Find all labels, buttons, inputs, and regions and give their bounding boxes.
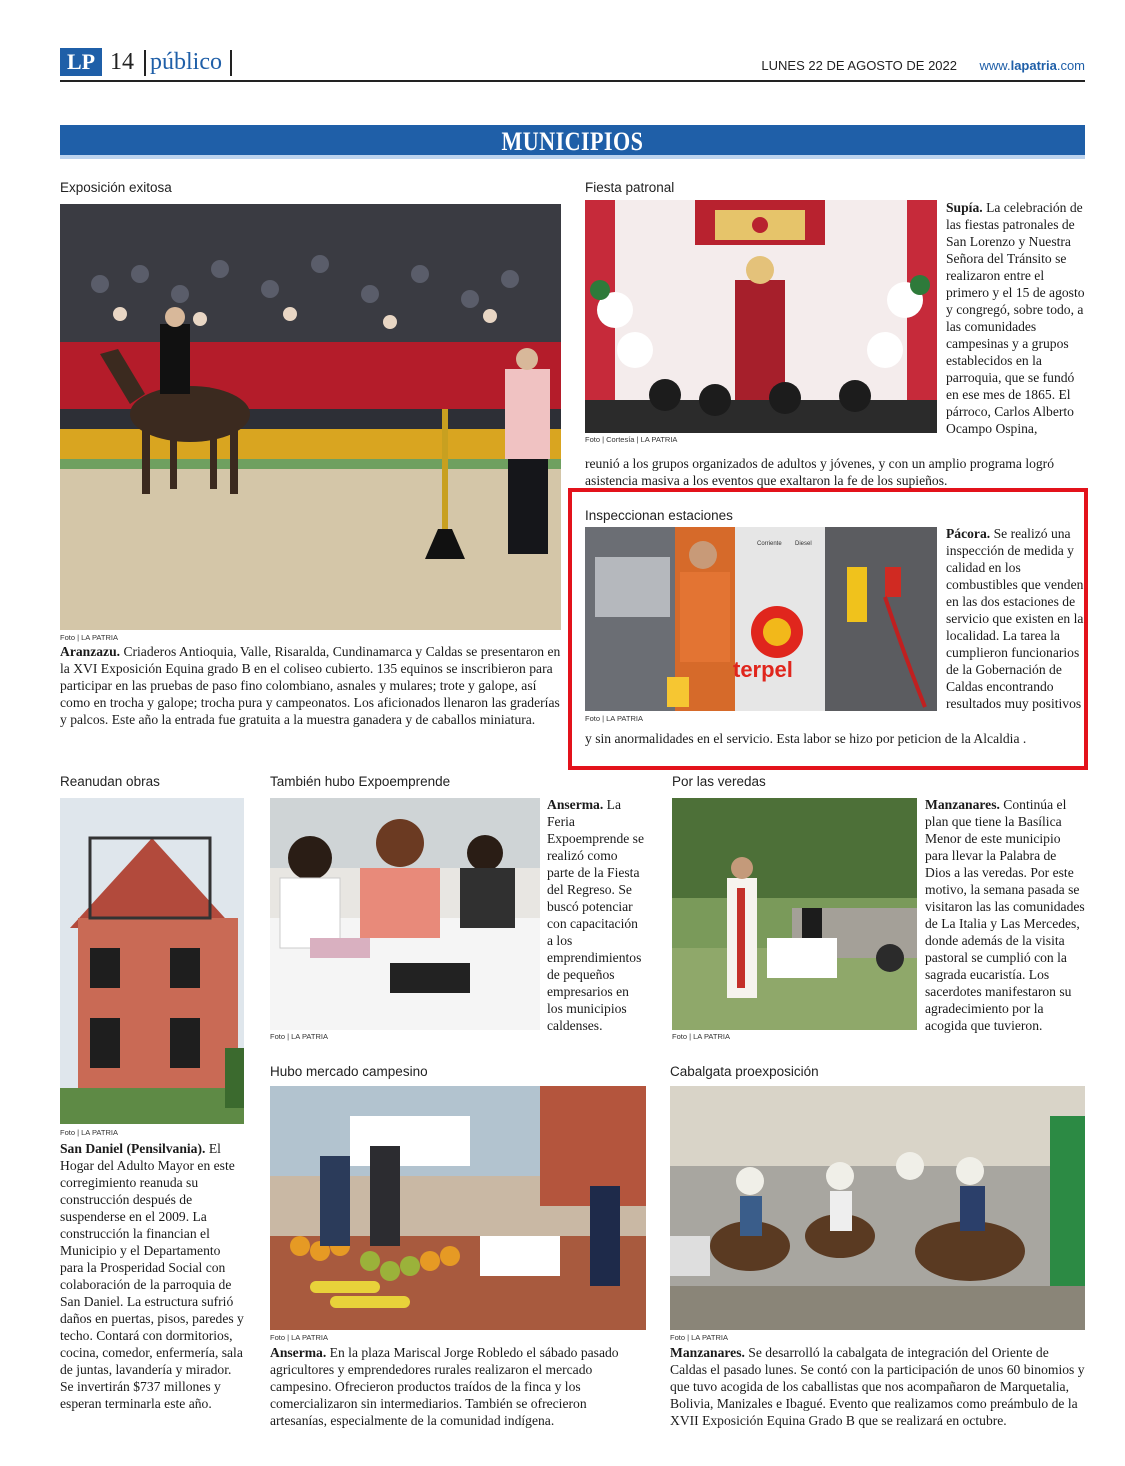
farmers-market-photo <box>270 1086 646 1330</box>
article-body <box>60 643 561 728</box>
rural-mass-photo <box>672 798 917 1030</box>
site-prefix: www. <box>979 58 1011 73</box>
gas-station-photo <box>585 527 937 711</box>
photo-credit: Foto | LA PATRIA <box>270 1032 328 1041</box>
site-name: lapatria <box>1010 58 1057 73</box>
photo-credit: Foto | LA PATRIA <box>585 714 643 723</box>
article-kicker: Exposición exitosa <box>60 180 172 195</box>
site-suffix: .com <box>1056 58 1085 73</box>
article-body-continued: y sin anormalidades en el servicio. Esta labor se hizo por peticion de la Alcaldia . <box>585 731 1027 746</box>
article-place: Manzanares. <box>925 797 1000 812</box>
photo-credit: Foto | Cortesía | LA PATRIA <box>585 435 678 444</box>
pump-label: Corriente <box>757 541 782 547</box>
article-kicker: Hubo mercado campesino <box>270 1064 428 1079</box>
pump-label: Diesel <box>795 541 812 547</box>
photo-credit: Foto | LA PATRIA <box>672 1032 730 1041</box>
article-place: Aranzazu. <box>60 644 121 659</box>
horse-parade-photo <box>670 1086 1085 1330</box>
building-construction-photo <box>60 798 244 1124</box>
page-number: 14 <box>110 49 134 75</box>
section-banner-title: MUNICIPIOS <box>501 127 644 156</box>
article-text: La celebración de las fiestas patronales de San Lorenzo y Nuestra Señora del Tránsito se realizaron entre el primero y el 15 de agosto y congregó, sobre todo, a las comunidades campesinas y a grupos establecidos en la parroquia, que se fundó en ese mes de 1865. El párroco, Carlos Alberto Ocampo Ospina, <box>946 200 1085 436</box>
article-place: Manzanares. <box>670 1345 745 1360</box>
article-body-continued: reunió a los grupos organizados de adultos y jóvenes, y con un amplio programa logró asistencia masiva a los eventos que exaltaron la fe de los supieños. <box>585 456 1055 488</box>
pump-brand-logo: terpel <box>733 657 793 682</box>
article-kicker: Fiesta patronal <box>585 180 675 195</box>
article-text: En la plaza Mariscal Jorge Robledo el sábado pasado agricultores y emprendedores rurales realizaron el mercado campesino. Ofrecieron productos traídos de la finca y los comercializaron sin intermediarios. También se ofrecieron artesanías, especialmente de la comunidad indígena. <box>270 1345 619 1428</box>
photo-credit: Foto | LA PATRIA <box>670 1333 728 1342</box>
photo-credit: Foto | LA PATRIA <box>270 1333 328 1342</box>
website-link[interactable] <box>980 58 1085 73</box>
article-text: Se desarrolló la cabalgata de integración del Oriente de Caldas el pasado lunes. Se contó con la participación de unos 60 binomios y que tuvo acogida de los caballistas que nos acompañaron de Marquetalia, Bolivia, Manizales e Ibagué. Evento que realizamos como preámbulo de la XVII Exposición Equina Grado B que se realizará en octubre. <box>670 1345 1085 1428</box>
section-banner <box>60 125 1085 159</box>
article-body <box>946 199 1086 437</box>
article-place: Anserma. <box>547 797 604 812</box>
header-divider <box>230 50 232 76</box>
article-place: Anserma. <box>270 1345 327 1360</box>
article-kicker: Reanudan obras <box>60 774 160 789</box>
article-kicker: Cabalgata proexposición <box>670 1064 819 1079</box>
article-text: Criaderos Antioquia, Valle, Risaralda, Cundinamarca y Caldas se presentaron en la XVI Exposición Equina grado B en el coliseo cubierto. 135 equinos se inscribieron para participar en las pruebas de paso fino colombiano, asnales y mulares; trote y galope, así como en trocha y galope; trocha pura y campeonatos. Los aficionados llenaron las graderías y palcos. Este año la entrada fue gratuita a la muestra ganadera y de caballos miniatura. <box>60 644 561 727</box>
article-place: Supía. <box>946 200 983 215</box>
section-name: público <box>150 49 222 75</box>
article-place: Pácora. <box>946 526 991 541</box>
article-body <box>547 796 647 1034</box>
issue-date: LUNES 22 DE AGOSTO DE 2022 <box>761 58 957 73</box>
article-text: Se realizó una inspección de medida y calidad en los combustibles que venden en las dos estaciones de servicio que existen en la localidad. La tarea la cumplieron funcionarios de la Gobernación de Caldas encontrando resultados muy positivos <box>946 526 1084 711</box>
photo-credit: Foto | LA PATRIA <box>60 633 118 642</box>
header-rule <box>60 80 1085 82</box>
expoemprende-photo <box>270 798 540 1030</box>
article-place: San Daniel (Pensilvania). <box>60 1141 206 1156</box>
article-text: La Feria Expoemprende se realizó como parte de la Fiesta del Regreso. Se buscó potenciar con capacitación a los emprendimientos de pequeños empresarios en los municipios caldenses. <box>547 797 645 1033</box>
article-text: El Hogar del Adulto Mayor en este corregimiento reanuda su construcción después de suspenderse en el 2009. La construcción la financian el Municipio y el Departamento para la Prosperidad Social con colaboración de la parroquia de San Daniel. La estructura sufrió daños en puertas, pisos, paredes y techo. Contará con dormitorios, cocina, comedor, enfermería, sala de juntas, lavandería y mirador. Se invertirán $737 millones y esperan terminarla este año. <box>60 1141 244 1411</box>
horse-show-photo <box>60 204 561 630</box>
article-body <box>946 525 1086 712</box>
article-kicker: Inspeccionan estaciones <box>585 508 733 523</box>
header-divider <box>144 50 146 76</box>
newspaper-logo: LP <box>60 48 102 76</box>
patron-saint-photo <box>585 200 937 433</box>
article-body <box>270 1344 646 1429</box>
photo-credit: Foto | LA PATRIA <box>60 1128 118 1137</box>
article-kicker: También hubo Expoemprende <box>270 774 451 789</box>
article-kicker: Por las veredas <box>672 774 766 789</box>
article-body <box>925 796 1085 1034</box>
article-body <box>60 1140 244 1412</box>
article-body <box>670 1344 1085 1429</box>
article-text: Continúa el plan que tiene la Basílica Menor de este municipio para llevar la Palabra de Dios a las veredas. Por este motivo, la semana pasada se visitaron las las comunidades de La Italia y Las Mercedes, donde además de la visita pastoral se cumplió con la sagrada eucaristía. Los sacerdotes manifestaron su agradecimiento por la acogida que tuvieron. <box>925 797 1085 1033</box>
